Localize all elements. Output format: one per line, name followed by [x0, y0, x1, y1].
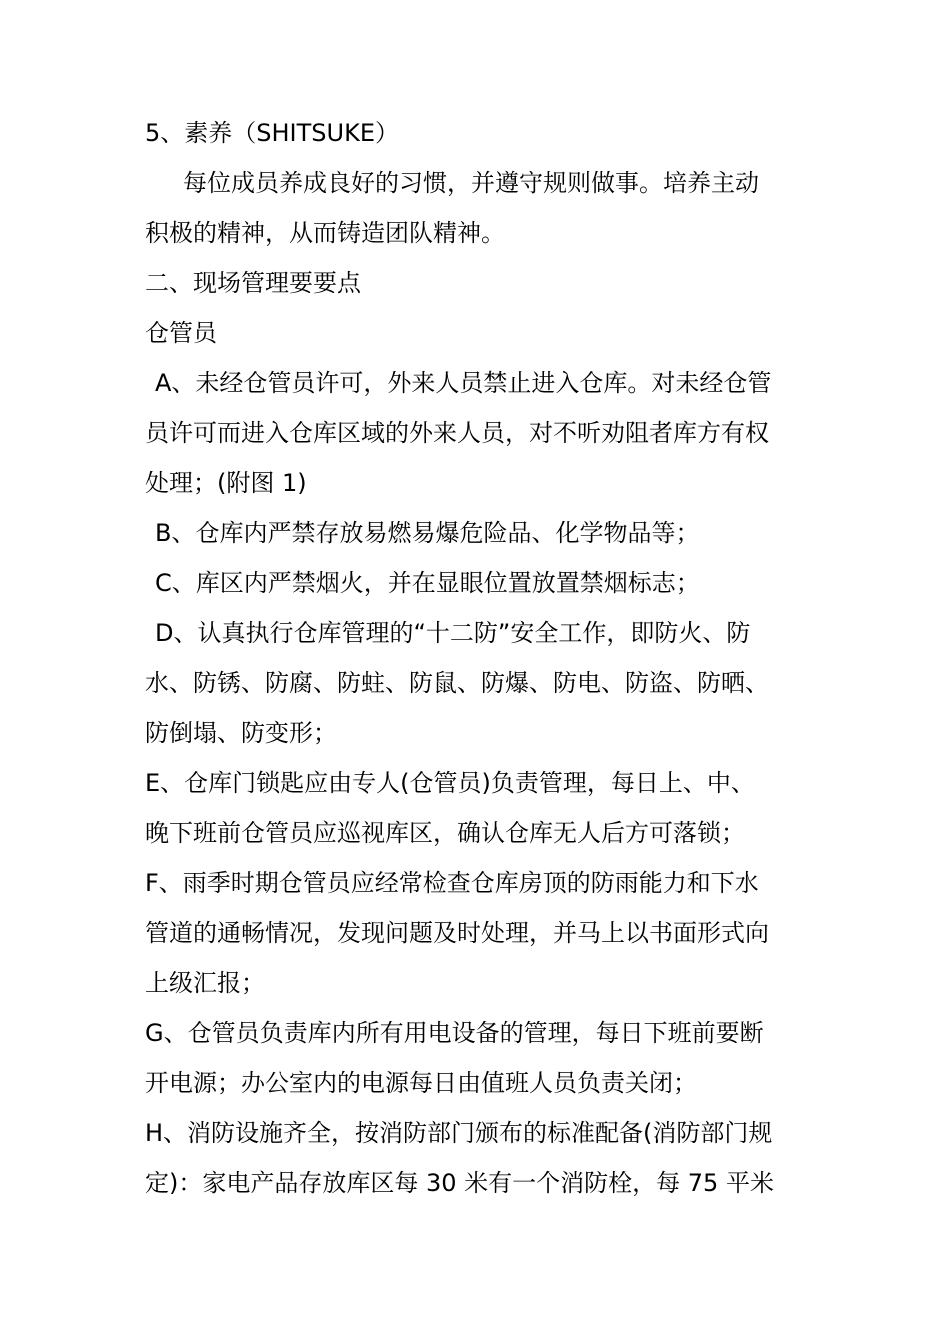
paragraph-line: 员许可而进入仓库区域的外来人员，对不听劝阻者库方有权 — [145, 419, 769, 447]
list-item-g: G、仓管员负责库内所有用电设备的管理，每日下班前要断 — [145, 1019, 764, 1047]
paragraph-line: 每位成员养成良好的习惯，并遵守规则做事。培养主动 — [183, 169, 759, 197]
paragraph-line: 防倒塌、防变形； — [145, 719, 337, 747]
paragraph-line: 定)：家电产品存放库区每 30 米有一个消防栓，每 75 平米 — [145, 1169, 774, 1197]
list-item-e: E、仓库门锁匙应由专人(仓管员)负责管理，每日上、中、 — [145, 769, 755, 797]
paragraph-line: 水、防锈、防腐、防蛀、防鼠、防爆、防电、防盗、防晒、 — [145, 669, 769, 697]
list-item-h: H、消防设施齐全，按消防部门颁布的标准配备(消防部门规 — [145, 1119, 773, 1147]
paragraph-line: 处理；(附图 1) — [145, 469, 307, 497]
paragraph-line: 管道的通畅情况，发现问题及时处理，并马上以书面形式向 — [145, 919, 769, 947]
paragraph-line: 上级汇报； — [145, 969, 265, 997]
paragraph-line: 开电源；办公室内的电源每日由值班人员负责关闭； — [145, 1069, 697, 1097]
list-item-a: A、未经仓管员许可，外来人员禁止进入仓库。对未经仓管 — [155, 369, 772, 397]
list-item-b: B、仓库内严禁存放易燃易爆危险品、化学物品等； — [155, 519, 700, 547]
section-heading-5: 5、素养（SHITSUKE） — [145, 119, 399, 147]
subheading: 仓管员 — [145, 319, 217, 347]
section-heading-2: 二、现场管理要要点 — [145, 269, 361, 297]
list-item-d: D、认真执行仓库管理的“十二防”安全工作，即防火、防 — [155, 619, 751, 647]
document-body — [145, 108, 810, 1208]
list-item-c: C、库区内严禁烟火，并在显眼位置放置禁烟标志； — [155, 569, 700, 597]
paragraph-line: 晚下班前仓管员应巡视库区，确认仓库无人后方可落锁； — [145, 819, 745, 847]
list-item-f: F、雨季时期仓管员应经常检查仓库房顶的防雨能力和下水 — [145, 869, 759, 897]
paragraph-line: 积极的精神，从而铸造团队精神。 — [145, 219, 505, 247]
